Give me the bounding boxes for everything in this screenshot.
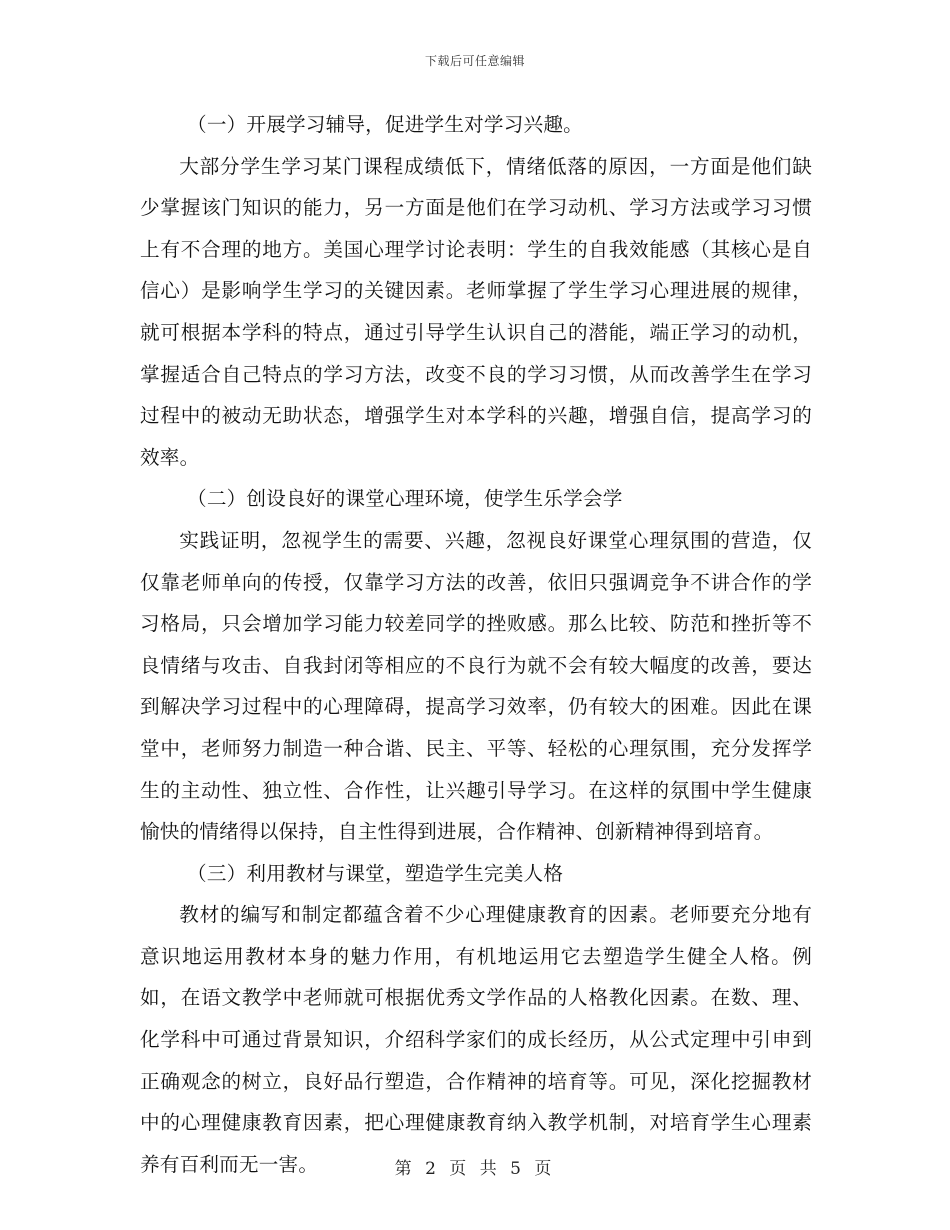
page-number-footer: 第 2 页 共 5 页 [394,1159,556,1179]
section-heading-3: （三）利用教材与课堂，塑造学生完美人格 [187,861,564,885]
body-paragraph-3: 教材的编写和制定都蕴含着不少心理健康教育的因素。老师要充分地有意识地运用教材本身的魅力作用，有机地运用它去塑造学生健全人格。例如，在语文教学中老师就可根据优秀文学作品的人格教化因素。在数、理、化学科中可通过背景知识，介绍科学家们的成长经历，从公式定理中引申到正确观念的树立，良好品行塑造，合作精神的培育等。可见，深化挖掘教材中的心理健康教育因素，把心理健康教育纳入教学机制，对培育学生心理素养有百利而无一害。 [140,903,812,1176]
page-header: 下载后可任意编辑 [424,54,525,68]
section-heading-2: （二）创设良好的课堂心理环境，使学生乐学会学 [187,487,623,511]
document-body [140,104,812,1185]
section-heading-1: （一）开展学习辅导，促进学生对学习兴趣。 [187,113,583,136]
body-paragraph-1: 大部分学生学习某门课程成绩低下，情绪低落的原因，一方面是他们缺少掌握该门知识的能力，另一方面是他们在学习动机、学习方法或学习习惯上有不合理的地方。美国心理学讨论表明：学生的自我效能感（其核心是自信心）是影响学生学习的关键因素。老师掌握了学生学习心理进展的规律，就可根据本学科的特点，通过引导学生认识自己的潜能，端正学习的动机，掌握适合自己特点的学习方法，改变不良的学习习惯，从而改善学生在学习过程中的被动无助状态，增强学生对本学科的兴趣，增强自信，提高学习的效率。 [140,154,812,469]
body-paragraph-2: 实践证明，忽视学生的需要、兴趣，忽视良好课堂心理氛围的营造，仅仅靠老师单向的传授，仅靠学习方法的改善，依旧只强调竞争不讲合作的学习格局，只会增加学习能力较差同学的挫败感。那么比较、防范和挫折等不良情绪与攻击、自我封闭等相应的不良行为就不会有较大幅度的改善，要达到解决学习过程中的心理障碍，提高学习效率，仍有较大的困难。因此在课堂中，老师努力制造一种合谐、民主、平等、轻松的心理氛围，充分发挥学生的主动性、独立性、合作性，让兴趣引导学习。在这样的氛围中学生健康愉快的情绪得以保持，自主性得到进展，合作精神、创新精神得到培育。 [140,528,812,844]
